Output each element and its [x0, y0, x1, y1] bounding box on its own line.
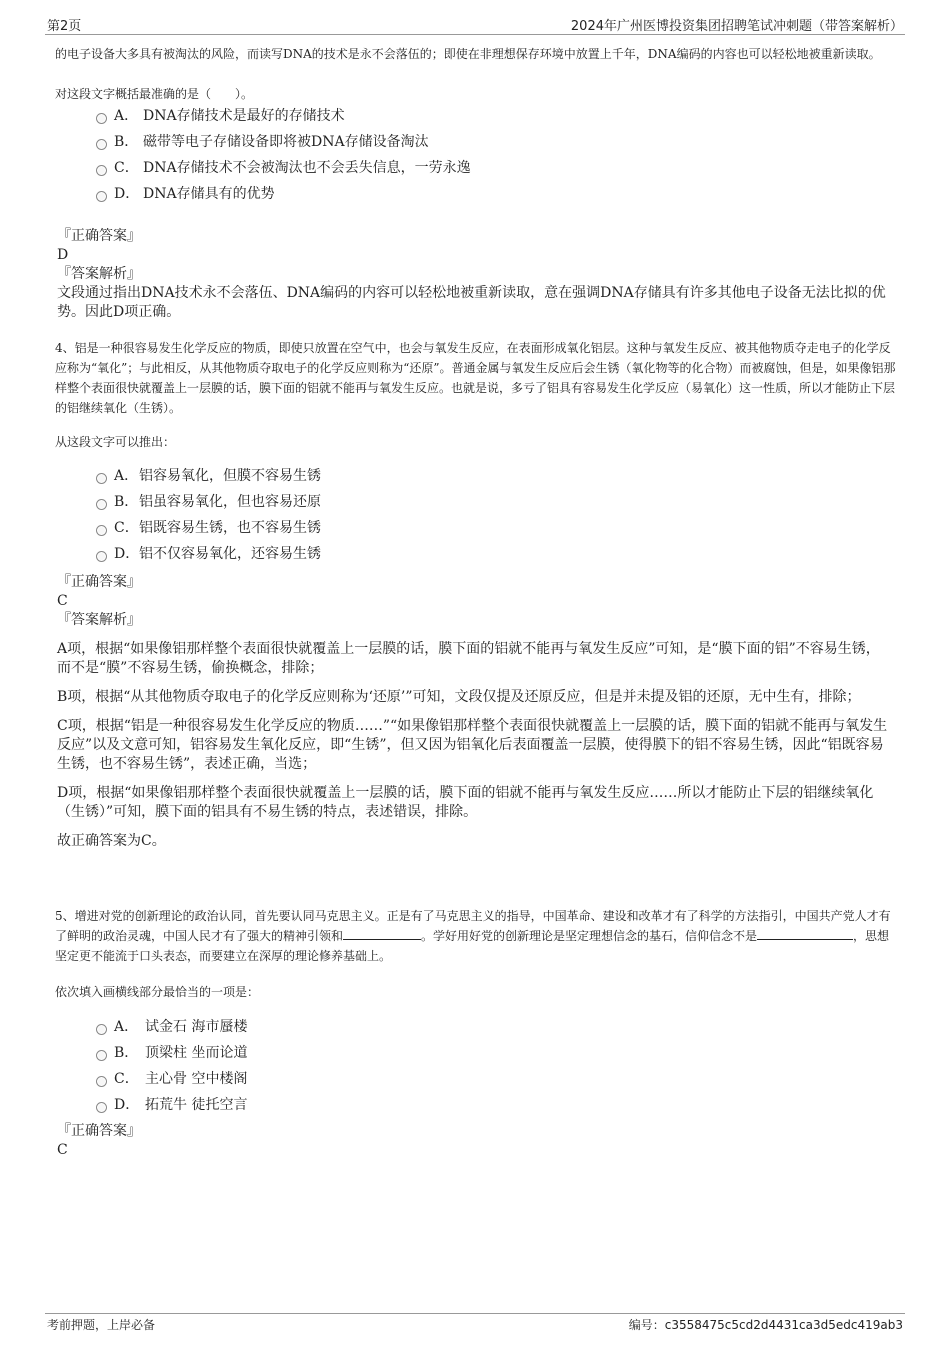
radio-button[interactable] — [96, 1050, 107, 1061]
radio-button[interactable] — [96, 1024, 107, 1035]
page-number: 第2页 — [47, 19, 82, 34]
answer-label: 『正确答案』 — [57, 1123, 141, 1139]
radio-button[interactable] — [96, 1102, 107, 1113]
answer-label: 『正确答案』 — [57, 228, 141, 244]
answer-value: C — [57, 1142, 68, 1158]
radio-button[interactable] — [96, 191, 107, 202]
q4-answer-block — [57, 573, 892, 851]
analysis-label: 『答案解析』 — [57, 612, 141, 628]
radio-button[interactable] — [96, 113, 107, 124]
answer-value: D — [57, 247, 69, 263]
footer-slogan: 考前押题，上岸必备 — [47, 1318, 156, 1332]
analysis-text: 文段通过指出DNA技术永不会落伍、DNA编码的内容可以轻松地被重新读取，意在强调DNA存储具有许多其他电子设备无法比拟的优势。因此D项正确。 — [57, 285, 886, 320]
page-header — [45, 14, 905, 35]
q5-passage: 5、增进对党的创新理论的政治认同，首先要认同马克思主义。正是有了马克思主义的指导，中国革命、建设和改革才有了科学的方法指引，中国共产党人才有了鲜明的政治灵魂，中国人民才有了强大的精神引领和 。学好用好党的创新理论是坚定理想信念的基石，信仰信念不是 ，思想坚定更不能流于口头表态，而要建立在深厚的理论修养基础上。 — [55, 909, 891, 963]
fill-blank-1 — [343, 928, 421, 940]
analysis-label: 『答案解析』 — [57, 266, 141, 282]
q5-answer-block — [57, 1122, 892, 1160]
radio-button[interactable] — [96, 1076, 107, 1087]
q3-prompt: 对这段文字概括最准确的是（ ）。 — [55, 87, 254, 101]
analysis-option-d: D项，根据“如果像铝那样整个表面很快就覆盖上一层膜的话，膜下面的铝就不能再与氧发生反应……所以才能防止下层的铝继续氧化（生锈）”可知，膜下面的铝具有不易生锈的特点，表述错误，排除。 — [57, 785, 874, 820]
radio-button[interactable] — [96, 499, 107, 510]
analysis-option-b: B项，根据“从其他物质夺取电子的化学反应则称为‘还原’”可知，文段仅提及还原反应，但是并未提及铝的还原，无中生有，排除； — [57, 689, 861, 705]
answer-value: C — [57, 593, 68, 609]
q3-passage: 的电子设备大多具有被淘汰的风险，而读写DNA的技术是永不会落伍的；即使在非理想保存环境中放置上千年，DNA编码的内容也可以轻松地被重新读取。 — [55, 47, 881, 61]
analysis-option-a: A项，根据“如果像铝那样整个表面很快就覆盖上一层膜的话，膜下面的铝就不能再与氧发生反应”可知，是“膜下面的铝”不容易生锈，而不是“膜”不容易生锈，偷换概念，排除； — [57, 641, 880, 676]
radio-button[interactable] — [96, 139, 107, 150]
analysis-option-c: C项，根据“铝是一种很容易发生化学反应的物质……”“如果像铝那样整个表面很快就覆盖上一层膜的话，膜下面的铝就不能再与氧发生反应”以及文意可知，铝容易发生氧化反应，即“生锈”，但又因为铝氧化后表面覆盖一层膜，使得膜下的铝不容易生锈，因此“铝既容易生锈，也不容易生锈”，表述正确，当选； — [57, 718, 888, 772]
document-title: 2024年广州医博投资集团招聘笔试冲刺题（带答案解析） — [570, 19, 903, 34]
fill-blank-2 — [757, 928, 853, 940]
radio-button[interactable] — [96, 473, 107, 484]
analysis-conclusion: 故正确答案为C。 — [57, 833, 166, 849]
page-footer — [45, 1313, 905, 1332]
answer-label: 『正确答案』 — [57, 574, 141, 590]
document-id: 编号：c3558475c5cd2d4431ca3d5edc419ab3 — [628, 1318, 903, 1332]
radio-button[interactable] — [96, 551, 107, 562]
radio-button[interactable] — [96, 525, 107, 536]
radio-button[interactable] — [96, 165, 107, 176]
q4-passage: 4、铝是一种很容易发生化学反应的物质，即使只放置在空气中，也会与氧发生反应，在表面形成氧化铝层。这种与氧发生反应、被其他物质夺走电子的化学反应称为“氧化”；与此相反，从其他物质夺取电子的化学反应则称为“还原”。普通金属与氧发生反应后会生锈（氧化物等的化合物）而被腐蚀，但是，如果像铝那样整个表面很快就覆盖上一层膜的话，膜下面的铝就不能再与氧发生反应。也就是说，多亏了铝具有容易发生化学反应（易氧化）这一性质，所以才能防止下层的铝继续氧化（生锈）。 — [55, 341, 896, 415]
q3-answer-block — [57, 227, 892, 322]
q5-prompt: 依次填入画横线部分最恰当的一项是： — [55, 985, 260, 999]
q4-prompt: 从这段文字可以推出： — [55, 435, 176, 449]
